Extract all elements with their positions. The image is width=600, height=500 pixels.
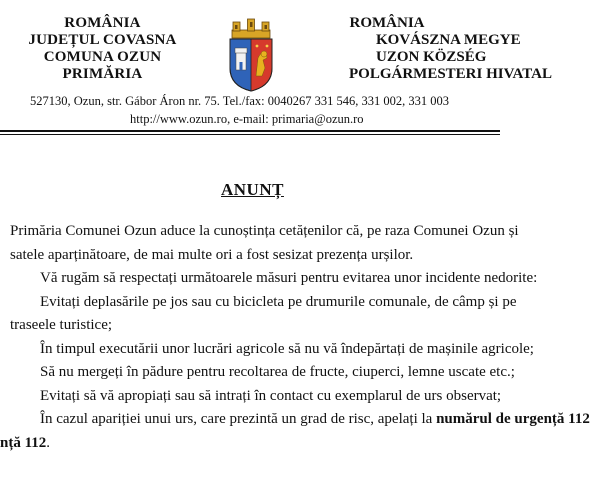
emergency-number-text-wrap: nță 112 xyxy=(0,434,47,451)
emergency-number-text: numărul de urgență 112 xyxy=(436,411,590,427)
address-line: 527130, Ozun, str. Gábor Áron nr. 75. Tel./fax: 0040267 331 546, 331 002, 331 003 xyxy=(30,94,450,108)
paragraph-end: . xyxy=(46,434,51,451)
header-left-line: COMUNA OZUN xyxy=(43,49,162,65)
header-divider-thin xyxy=(0,134,500,135)
header-right-block xyxy=(338,15,578,83)
header-left-block xyxy=(0,15,205,83)
paragraph-line: Evitați deplasările pe jos sau cu bicicleta pe drumurile comunale, de câmp și pe xyxy=(40,293,517,310)
contact-info xyxy=(30,92,550,128)
paragraph-line xyxy=(0,408,600,432)
header-right-line: POLGÁRMESTERI HIVATAL xyxy=(349,66,552,82)
paragraph-line: satele aparținătoare, de mai multe ori a fost sesizat prezența urșilor. xyxy=(10,246,414,263)
header-right-line: UZON KÖZSÉG xyxy=(376,49,487,65)
paragraph-line: Primăria Comunei Ozun aduce la cunoștința cetățenilor că, pe raza Comunei Ozun și xyxy=(10,223,519,239)
header-left-line: JUDEȚUL COVASNA xyxy=(28,32,177,48)
paragraph-line: Să nu mergeți în pădure pentru recoltarea de fructe, ciuperci, lemne uscate etc.; xyxy=(40,364,515,380)
header-right-line: KOVÁSZNA MEGYE xyxy=(376,32,521,48)
header-left-line: PRIMĂRIA xyxy=(62,66,143,82)
paragraph-text: În cazul apariției unui urs, care prezintă un grad de risc, apelați la xyxy=(40,411,433,427)
notice-body xyxy=(0,220,600,455)
paragraph-line: Evitați să vă apropiați sau să intrați în contact cu exemplarul de urs observat; xyxy=(40,387,502,404)
header-divider xyxy=(0,130,500,132)
paragraph-line: Vă rugăm să respectați următoarele măsuri pentru evitarea unor incidente nedorite: xyxy=(40,270,538,286)
notice-title: ANUNȚ xyxy=(221,180,284,199)
paragraph-line: În timpul executării unor lucrări agricole să nu vă îndepărtați de mașinile agricole; xyxy=(40,340,534,357)
web-email-line[interactable]: http://www.ozun.ro, e-mail: primaria@ozun.ro xyxy=(130,112,364,126)
header-left-line: ROMÂNIA xyxy=(64,15,141,31)
coat-of-arms-icon xyxy=(226,18,276,92)
paragraph-line xyxy=(0,432,600,456)
header-right-line: ROMÂNIA xyxy=(349,15,425,31)
paragraph-line: traseele turistice; xyxy=(10,317,113,333)
